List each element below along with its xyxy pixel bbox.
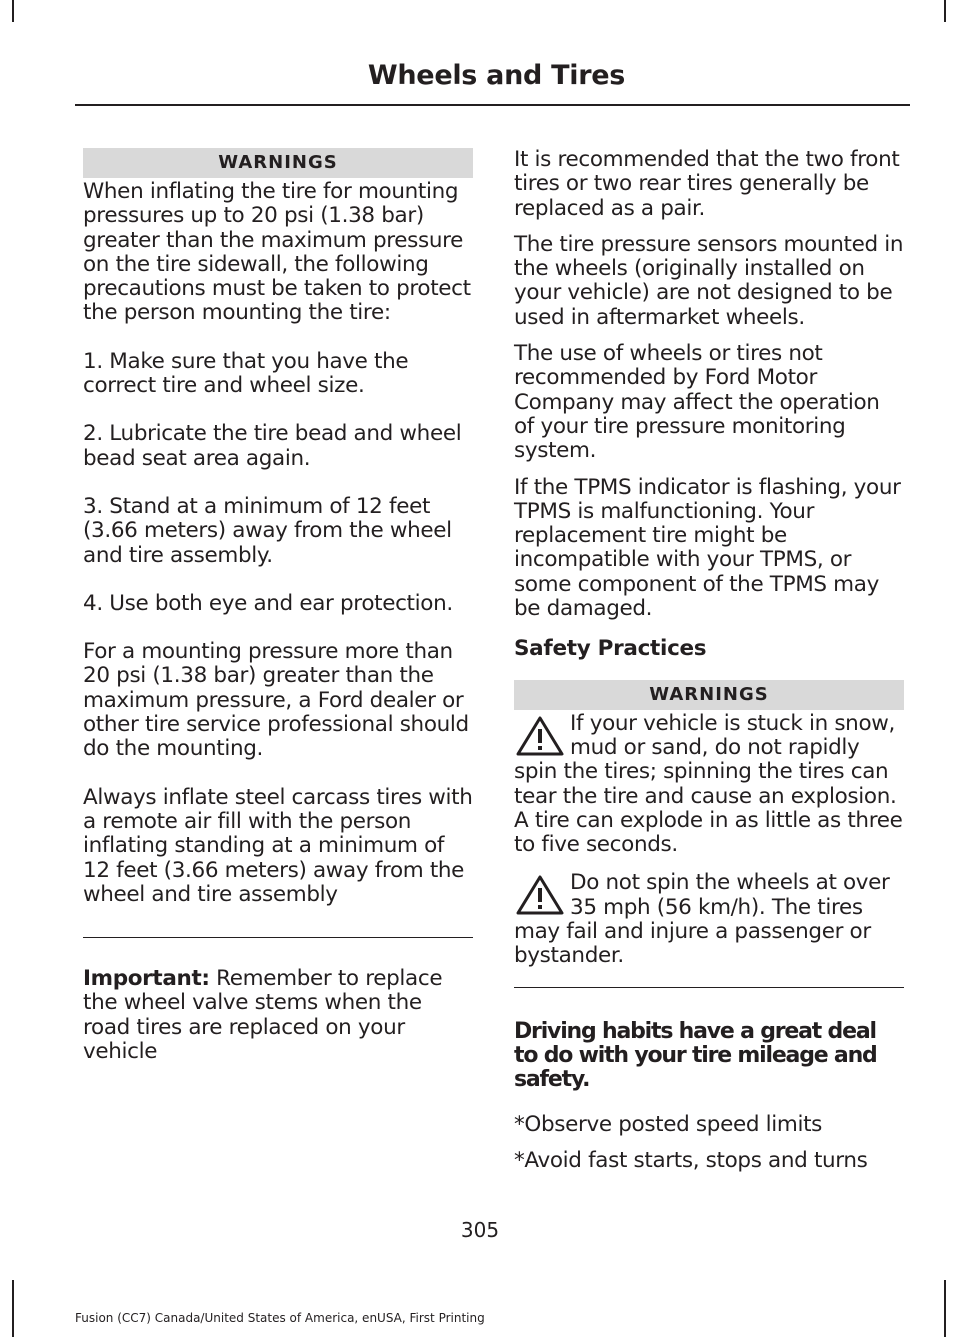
section-divider [83, 937, 473, 938]
warning-text: If your vehicle is stuck in snow, mud or sand, do not rapidly spin the tires; spinning the tires can tear the tire and cause an explosion. A tire can explode in as little as three to five seconds. [514, 710, 903, 858]
warning-item [514, 871, 904, 968]
tip-item: *Observe posted speed limits [514, 1111, 822, 1137]
paragraph: Always inflate steel carcass tires with a remote air fill with the person inflating standing at a minimum of 12 feet (3.66 meters) away from the wheel and tire assembly [83, 784, 473, 907]
crop-mark-bottom-left [12, 1280, 14, 1337]
important-label: Important: [83, 966, 210, 992]
step-item: 1. Make sure that you have the correct tire and wheel size. [83, 348, 409, 399]
driving-habits-heading: Driving habits have a great deal to do with your tire mileage and safety. [514, 1018, 877, 1093]
paragraph: For a mounting pressure more than 20 psi (1.38 bar) greater than the maximum pressure, a Ford dealer or other tire service professional should do the mounting. [83, 639, 469, 762]
paragraph: If the TPMS indicator is flashing, your TPMS is malfunctioning. Your replacement tire might be incompatible with your TPMS, or some component of the TPMS may be damaged. [514, 474, 901, 622]
left-column [83, 148, 473, 1088]
paragraph: The use of wheels or tires not recommended by Ford Motor Company may affect the operation of your tire pressure monitoring system. [514, 341, 880, 464]
header-rule [75, 104, 910, 106]
crop-mark-top-left [12, 0, 14, 22]
warnings-heading: WARNINGS [83, 148, 473, 178]
warning-triangle-icon [514, 714, 566, 758]
page-title: Wheels and Tires [367, 60, 625, 91]
important-text: Remember to replace the wheel valve stems when the road tires are replaced on your vehicle [83, 966, 443, 1065]
paragraph: It is recommended that the two front tires or two rear tires generally be replaced as a pair. [514, 147, 900, 221]
warnings-heading: WARNINGS [514, 680, 904, 710]
step-item: 3. Stand at a minimum of 12 feet (3.66 meters) away from the wheel and tire assembly. [83, 493, 452, 568]
warning-item [514, 712, 904, 858]
important-note [83, 967, 473, 1064]
right-column [514, 148, 904, 1197]
safety-practices-heading: Safety Practices [514, 636, 707, 662]
crop-mark-top-right [944, 0, 946, 22]
tip-item: *Avoid fast starts, stops and turns [514, 1147, 868, 1173]
step-item: 4. Use both eye and ear protection. [83, 590, 453, 616]
page-number: 305 [460, 1218, 500, 1242]
paragraph: When inflating the tire for mounting pressures up to 20 psi (1.38 bar) greater than the maximum pressure on the tire sidewall, the following precautions must be taken to protect the person mounting the tire: [83, 179, 471, 326]
step-item: 2. Lubricate the tire bead and wheel bead seat area again. [83, 421, 462, 471]
footer-text: Fusion (CC7) Canada/United States of America, enUSA, First Printing [75, 1311, 485, 1325]
crop-mark-bottom-right [944, 1280, 946, 1337]
section-divider [514, 987, 904, 988]
warning-text: Do not spin the wheels at over 35 mph (56 km/h). The tires may fail and injure a passenger or bystander. [514, 870, 890, 969]
warning-triangle-icon [514, 873, 566, 917]
paragraph: The tire pressure sensors mounted in the wheels (originally installed on your vehicle) are not designed to be used in aftermarket wheels. [514, 231, 904, 330]
